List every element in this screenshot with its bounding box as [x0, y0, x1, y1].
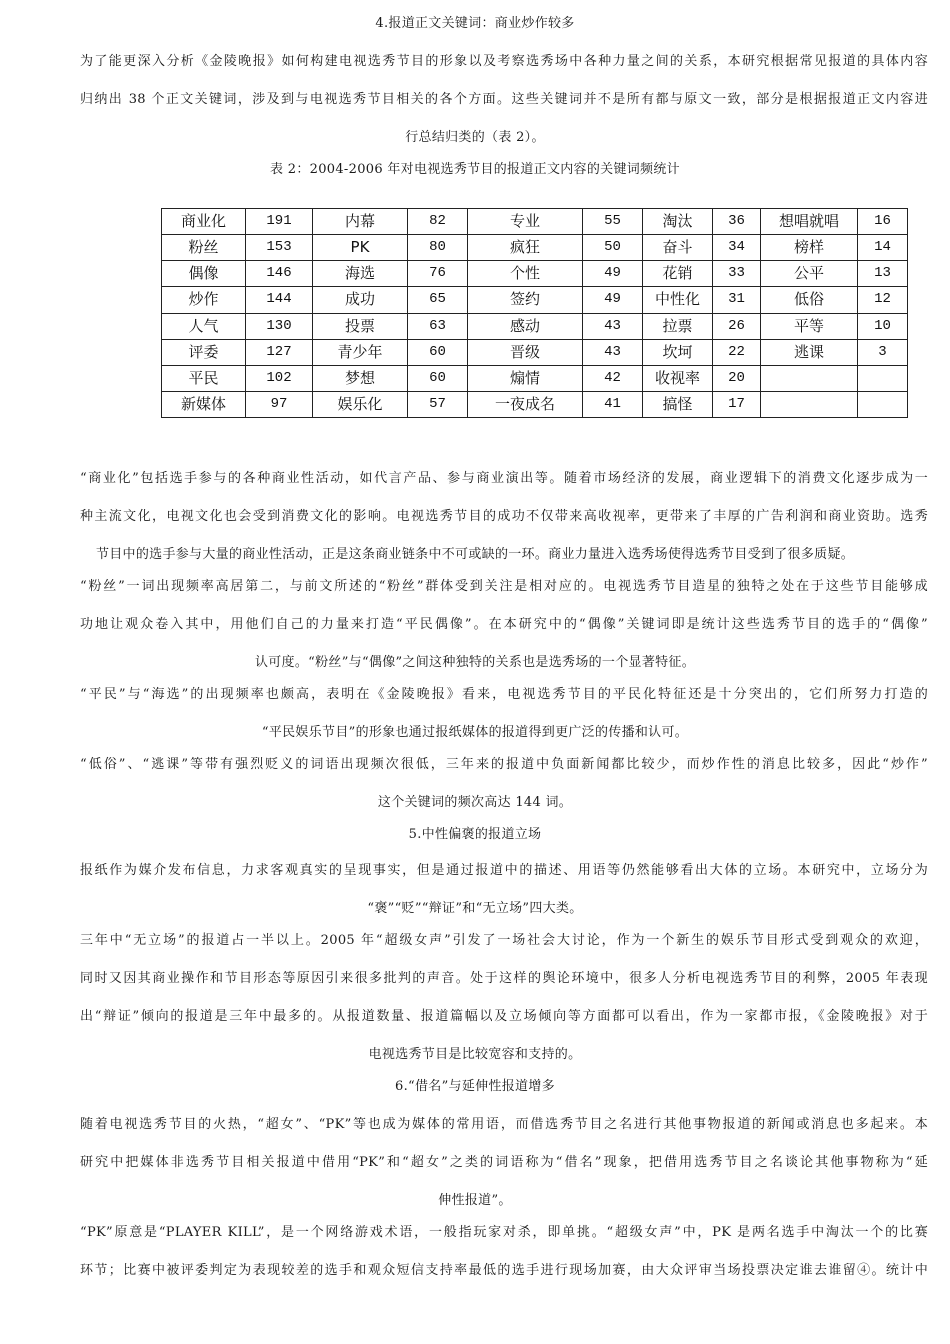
- keyword-cell: 平民: [162, 365, 246, 391]
- keyword-cell: 想唱就唱: [761, 209, 858, 235]
- frequency-cell: 144: [246, 287, 313, 313]
- text-line: 种主流文化，电视文化也会受到消费文化的影响。电视选秀节目的成功不仅带来高收视率，更带来了丰厚的广告利润和商业资助。选秀: [80, 509, 928, 524]
- frequency-cell: 146: [246, 261, 313, 287]
- frequency-cell: 10: [858, 313, 908, 339]
- keyword-cell: 搞怪: [643, 391, 713, 417]
- keyword-table-body: [162, 209, 908, 418]
- keyword-cell: 炒作: [162, 287, 246, 313]
- text-line: 认可度。“粉丝”与“偶像”之间这种独特的关系也是选秀场的一个显著特征。: [254, 655, 696, 670]
- text-line: 电视选秀节目是比较宽容和支持的。: [368, 1047, 582, 1062]
- frequency-cell: 34: [713, 235, 761, 261]
- text-line: 这个关键词的频次高达 144 词。: [377, 795, 573, 810]
- text-line: 功地让观众卷入其中，用他们自己的力量来打造“平民偶像”。在本研究中的“偶像”关键词即是统计这些选秀节目的选手的“偶像”: [80, 617, 928, 632]
- text-line: 节目中的选手参与大量的商业性活动，正是这条商业链条中不可或缺的一环。商业力量进入选秀场使得选秀节目受到了很多质疑。: [95, 547, 855, 562]
- frequency-cell: 33: [713, 261, 761, 287]
- frequency-cell: 82: [408, 209, 468, 235]
- keyword-cell: 公平: [761, 261, 858, 287]
- frequency-cell: 12: [858, 287, 908, 313]
- keyword-cell: 淘汰: [643, 209, 713, 235]
- frequency-cell: 16: [858, 209, 908, 235]
- keyword-cell: 平等: [761, 313, 858, 339]
- text-line: 随着电视选秀节目的火热，“超女”、“PK”等也成为媒体的常用语，而借选秀节目之名进行其他事物报道的新闻或消息也多起来。本: [80, 1117, 928, 1132]
- frequency-cell: 41: [583, 391, 643, 417]
- keyword-cell: 海选: [313, 261, 408, 287]
- keyword-cell: 签约: [468, 287, 583, 313]
- table-row: [162, 287, 908, 313]
- keyword-cell: 榜样: [761, 235, 858, 261]
- frequency-cell: 49: [583, 287, 643, 313]
- frequency-cell: 3: [858, 339, 908, 365]
- keyword-cell: 粉丝: [162, 235, 246, 261]
- keyword-cell: 内幕: [313, 209, 408, 235]
- frequency-cell: 191: [246, 209, 313, 235]
- frequency-cell: 43: [583, 339, 643, 365]
- frequency-cell: 49: [583, 261, 643, 287]
- frequency-cell: [858, 365, 908, 391]
- text-line: “平民”与“海选”的出现频率也颇高，表明在《金陵晚报》看来，电视选秀节目的平民化特征还是十分突出的，它们所努力打造的: [80, 687, 928, 702]
- keyword-cell: 青少年: [313, 339, 408, 365]
- frequency-cell: 127: [246, 339, 313, 365]
- table-row: [162, 209, 908, 235]
- keyword-cell: 偶像: [162, 261, 246, 287]
- keyword-cell: 人气: [162, 313, 246, 339]
- keyword-cell: 晋级: [468, 339, 583, 365]
- text-line: 伸性报道”。: [438, 1193, 512, 1208]
- keyword-cell: PK: [313, 235, 408, 261]
- keyword-cell: 娱乐化: [313, 391, 408, 417]
- text-line: “粉丝”一词出现频率高居第二，与前文所述的“粉丝”群体受到关注是相对应的。电视选秀节目造星的独特之处在于这些节目能够成: [80, 579, 928, 594]
- keyword-cell: 梦想: [313, 365, 408, 391]
- keyword-cell: 拉票: [643, 313, 713, 339]
- frequency-cell: 153: [246, 235, 313, 261]
- keyword-cell: 收视率: [643, 365, 713, 391]
- text-line: “商业化”包括选手参与的各种商业性活动，如代言产品、参与商业演出等。随着市场经济的发展，商业逻辑下的消费文化逐步成为一: [80, 471, 928, 486]
- frequency-cell: 31: [713, 287, 761, 313]
- keyword-cell: [761, 391, 858, 417]
- text-line: 三年中“无立场”的报道占一半以上。2005 年“超级女声”引发了一场社会大讨论，作为一个新生的娱乐节目形式受到观众的欢迎，: [80, 933, 928, 948]
- keyword-cell: 疯狂: [468, 235, 583, 261]
- keyword-cell: 新媒体: [162, 391, 246, 417]
- text-line: 研究中把媒体非选秀节目相关报道中借用“PK”和“超女”之类的词语称为“借名”现象，把借用选秀节目之名谈论其他事物称为“延: [80, 1155, 928, 1170]
- keyword-cell: 投票: [313, 313, 408, 339]
- text-line: 为了能更深入分析《金陵晚报》如何构建电视选秀节目的形象以及考察选秀场中各种力量之间的关系，本研究根据常见报道的具体内容: [80, 54, 928, 69]
- keyword-cell: 感动: [468, 313, 583, 339]
- frequency-cell: 63: [408, 313, 468, 339]
- keyword-cell: 低俗: [761, 287, 858, 313]
- frequency-cell: 42: [583, 365, 643, 391]
- keyword-cell: 成功: [313, 287, 408, 313]
- frequency-cell: 102: [246, 365, 313, 391]
- section-4-heading: 4.报道正文关键词：商业炒作较多: [375, 16, 575, 31]
- frequency-cell: 13: [858, 261, 908, 287]
- frequency-cell: 80: [408, 235, 468, 261]
- frequency-cell: 26: [713, 313, 761, 339]
- table-row: [162, 313, 908, 339]
- frequency-cell: 43: [583, 313, 643, 339]
- keyword-cell: 一夜成名: [468, 391, 583, 417]
- keyword-cell: 评委: [162, 339, 246, 365]
- frequency-cell: 60: [408, 339, 468, 365]
- keyword-cell: 煽情: [468, 365, 583, 391]
- section-6-heading: 6.“借名”与延伸性报道增多: [395, 1079, 555, 1094]
- keyword-cell: 坎坷: [643, 339, 713, 365]
- keyword-cell: 奋斗: [643, 235, 713, 261]
- text-line: “低俗”、“逃课”等带有强烈贬义的词语出现频次很低，三年来的报道中负面新闻都比较少，而炒作性的消息比较多，因此“炒作”: [80, 757, 928, 772]
- keyword-cell: 个性: [468, 261, 583, 287]
- frequency-cell: 76: [408, 261, 468, 287]
- table-row: [162, 339, 908, 365]
- frequency-cell: 65: [408, 287, 468, 313]
- text-line: 报纸作为媒介发布信息，力求客观真实的呈现事实，但是通过报道中的描述、用语等仍然能够看出大体的立场。本研究中，立场分为: [80, 863, 928, 878]
- text-line: 行总结归类的（表 2）。: [405, 130, 545, 145]
- frequency-cell: 17: [713, 391, 761, 417]
- table-row: [162, 365, 908, 391]
- text-line: “PK”原意是“PLAYER KILL”，是一个网络游戏术语，一般指玩家对杀，即单挑。“超级女声”中，PK 是两名选手中淘汰一个的比赛: [80, 1225, 928, 1240]
- text-line: 出“辩证”倾向的报道是三年中最多的。从报道数量、报道篇幅以及立场倾向等方面都可以看出，作为一家都市报，《金陵晚报》对于: [80, 1009, 928, 1024]
- text-line: 同时又因其商业操作和节目形态等原因引来很多批判的声音。处于这样的舆论环境中，很多人分析电视选秀节目的利弊，2005 年表现: [80, 971, 928, 986]
- text-line: 归纳出 38 个正文关键词，涉及到与电视选秀节目相关的各个方面。这些关键词并不是所有都与原文一致，部分是根据报道正文内容进: [80, 92, 928, 107]
- frequency-cell: 50: [583, 235, 643, 261]
- frequency-cell: 97: [246, 391, 313, 417]
- frequency-cell: 36: [713, 209, 761, 235]
- frequency-cell: 57: [408, 391, 468, 417]
- table-caption: 表 2：2004-2006 年对电视选秀节目的报道正文内容的关键词频统计: [270, 162, 680, 177]
- table-row: [162, 261, 908, 287]
- text-line: 环节；比赛中被评委判定为表现较差的选手和观众短信支持率最低的选手进行现场加赛，由大众评审当场投票决定谁去谁留④。统计中: [80, 1263, 928, 1278]
- table-row: [162, 391, 908, 417]
- keyword-frequency-table: [161, 208, 891, 418]
- keyword-cell: 中性化: [643, 287, 713, 313]
- frequency-cell: 20: [713, 365, 761, 391]
- frequency-cell: 55: [583, 209, 643, 235]
- section-5-heading: 5.中性偏褒的报道立场: [408, 827, 542, 842]
- frequency-cell: 14: [858, 235, 908, 261]
- keyword-cell: [761, 365, 858, 391]
- frequency-cell: [858, 391, 908, 417]
- keyword-cell: 商业化: [162, 209, 246, 235]
- frequency-cell: 60: [408, 365, 468, 391]
- frequency-cell: 22: [713, 339, 761, 365]
- text-line: “褒”“贬”“辩证”和“无立场”四大类。: [367, 901, 583, 916]
- keyword-cell: 花销: [643, 261, 713, 287]
- keyword-cell: 逃课: [761, 339, 858, 365]
- frequency-cell: 130: [246, 313, 313, 339]
- table-row: [162, 235, 908, 261]
- keyword-cell: 专业: [468, 209, 583, 235]
- text-line: “平民娱乐节目”的形象也通过报纸媒体的报道得到更广泛的传播和认可。: [261, 725, 689, 740]
